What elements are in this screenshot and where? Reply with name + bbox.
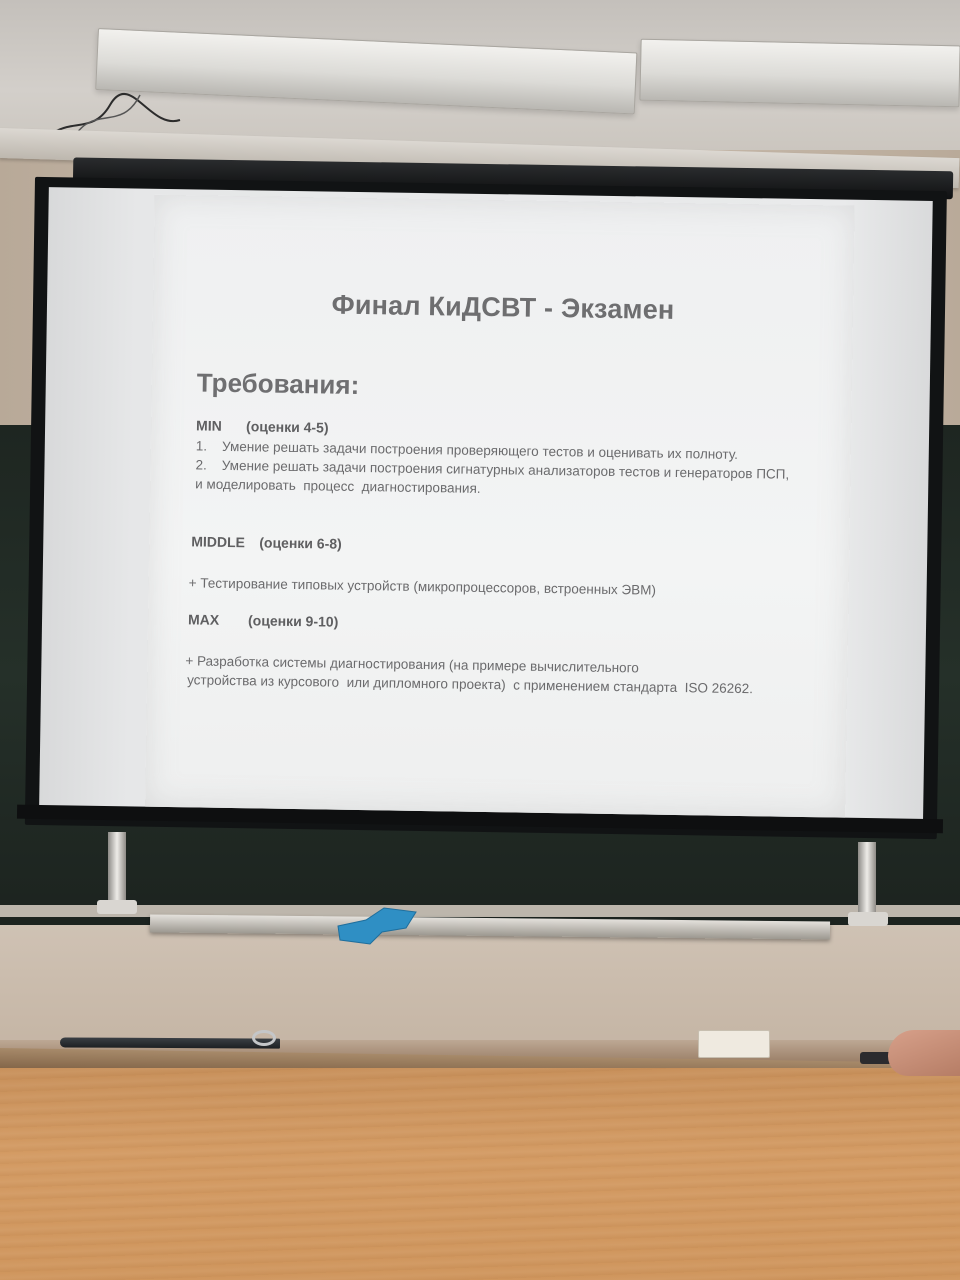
eraser [698,1030,770,1058]
max-line-2: устройства из курсового или дипломного проекта) с применением стандарта ISO 26262. [187,672,754,697]
ceiling-lamp-right [639,39,960,108]
blue-tape [336,906,420,946]
middle-label: MIDDLE [191,533,246,551]
min-grades: (оценки 4-5) [246,418,329,436]
key-ring [252,1030,276,1046]
screen-leg-right [858,842,876,922]
max-line-1: + Разработка системы диагностирования (на примере вычислительного [185,653,639,676]
desk-wood-grain [0,1068,960,1280]
projector-screen [25,153,948,847]
middle-grades: (оценки 6-8) [259,534,342,552]
min-label: MIN [196,417,222,434]
chalkboard-frame [0,905,960,917]
requirements-heading: Требования: [196,367,360,400]
slide-title: Финал КиДСВТ - Экзамен [331,289,675,325]
min-item-1: 1. Умение решать задачи построения проверяющего тестов и оценивать их полноту. [195,438,739,462]
middle-text: + Тестирование типовых устройств (микропроцессоров, встроенных ЭВМ) [188,575,657,598]
min-item-2: 2. Умение решать задачи построения сигнатурных анализаторов тестов и генераторов ПСП, [195,457,790,482]
projected-slide [145,195,855,818]
hand [888,1030,960,1076]
min-item-3: и моделировать процесс диагностирования. [195,476,481,496]
max-grades: (оценки 9-10) [247,612,339,630]
screen-foot-left [97,900,137,914]
screen-foot-right [848,912,888,926]
pen [60,1037,280,1048]
max-label: MAX [187,611,220,628]
